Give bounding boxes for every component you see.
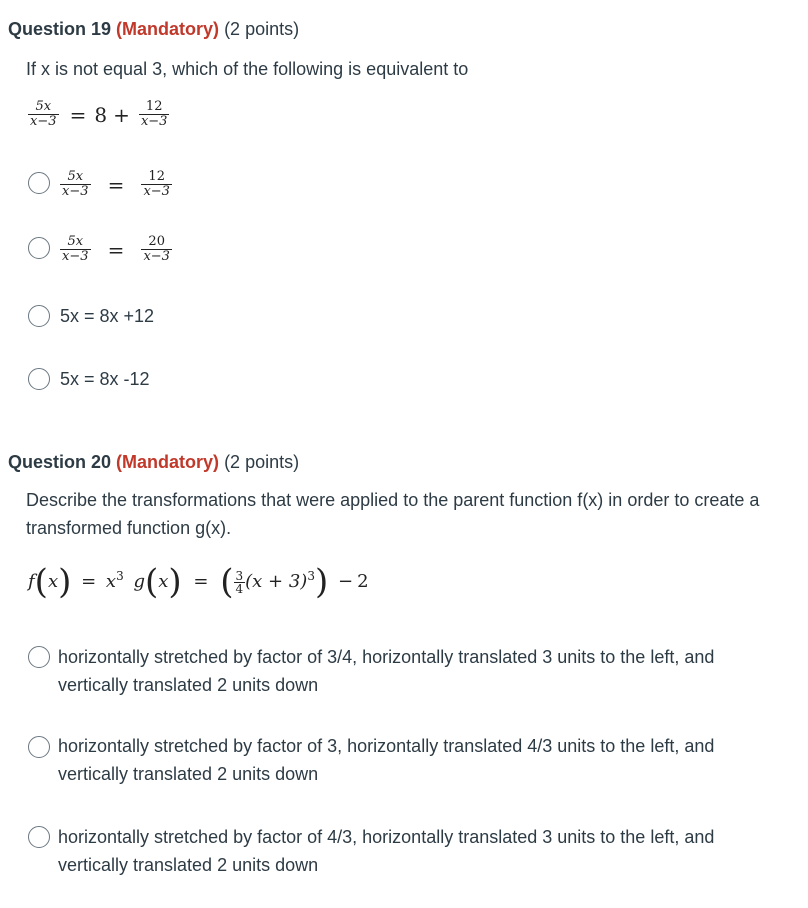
q20-option-1-radio[interactable] (28, 646, 50, 668)
q19-prompt: If x is not equal 3, which of the following is equivalent to (26, 59, 469, 79)
q19-option-1-radio[interactable] (28, 172, 50, 194)
q20-equation: $f(x) = x^3$ g(x) = ( $\frac{3}{4}$ $(x + 3)^3) - 2$ (28, 562, 369, 602)
q19-option-3-label: 5x = 8x +12 (60, 306, 155, 326)
q19-option-2-radio[interactable] (28, 237, 50, 259)
q20-points: (2 points) (224, 452, 300, 472)
q20-prompt: Describe the transformations that were applied to the parent function f(x) in order to create a transformed function g(x). (26, 490, 760, 538)
q19-mandatory: (Mandatory) (116, 19, 220, 39)
q20-option-3-label: horizontally stretched by factor of 4/3, horizontally translated 3 units to the left, and vertically translated 2 units down (58, 827, 715, 875)
q20-option-1-label: horizontally stretched by factor of 3/4, horizontally translated 3 units to the left, and vertically translated 2 units down (58, 647, 715, 695)
q19-option-2-math: $\frac{5x}{x-3}$ = $\frac{20}{x-3}$ (62, 234, 170, 264)
q19-equation: $\frac{5x}{x-3}$ = 8 + $\frac{12}{x-3}$ (30, 99, 168, 129)
q19-eq-lhs-fraction: $\frac{5x}{x-3}$ (30, 99, 57, 129)
q20-header (8, 452, 299, 473)
q19-option-4-label: 5x = 8x -12 (60, 369, 150, 389)
q19-header (8, 19, 299, 40)
q19-points: (2 points) (224, 19, 300, 39)
q19-option-1-math: $\frac{5x}{x-3}$ = $\frac{12}{x-3}$ (62, 169, 170, 199)
q20-option-2-label: horizontally stretched by factor of 3, horizontally translated 4/3 units to the left, and vertically translated 2 units down (58, 736, 715, 784)
q19-eq-rhs-fraction: $\frac{12}{x-3}$ (140, 99, 168, 129)
q19-option-4-radio[interactable] (28, 368, 50, 390)
q20-mandatory: (Mandatory) (116, 452, 220, 472)
q19-number: Question 19 (8, 19, 112, 39)
q20-option-3-radio[interactable] (28, 826, 50, 848)
q20-option-2-radio[interactable] (28, 736, 50, 758)
q20-number: Question 20 (8, 452, 112, 472)
q19-option-3-radio[interactable] (28, 305, 50, 327)
